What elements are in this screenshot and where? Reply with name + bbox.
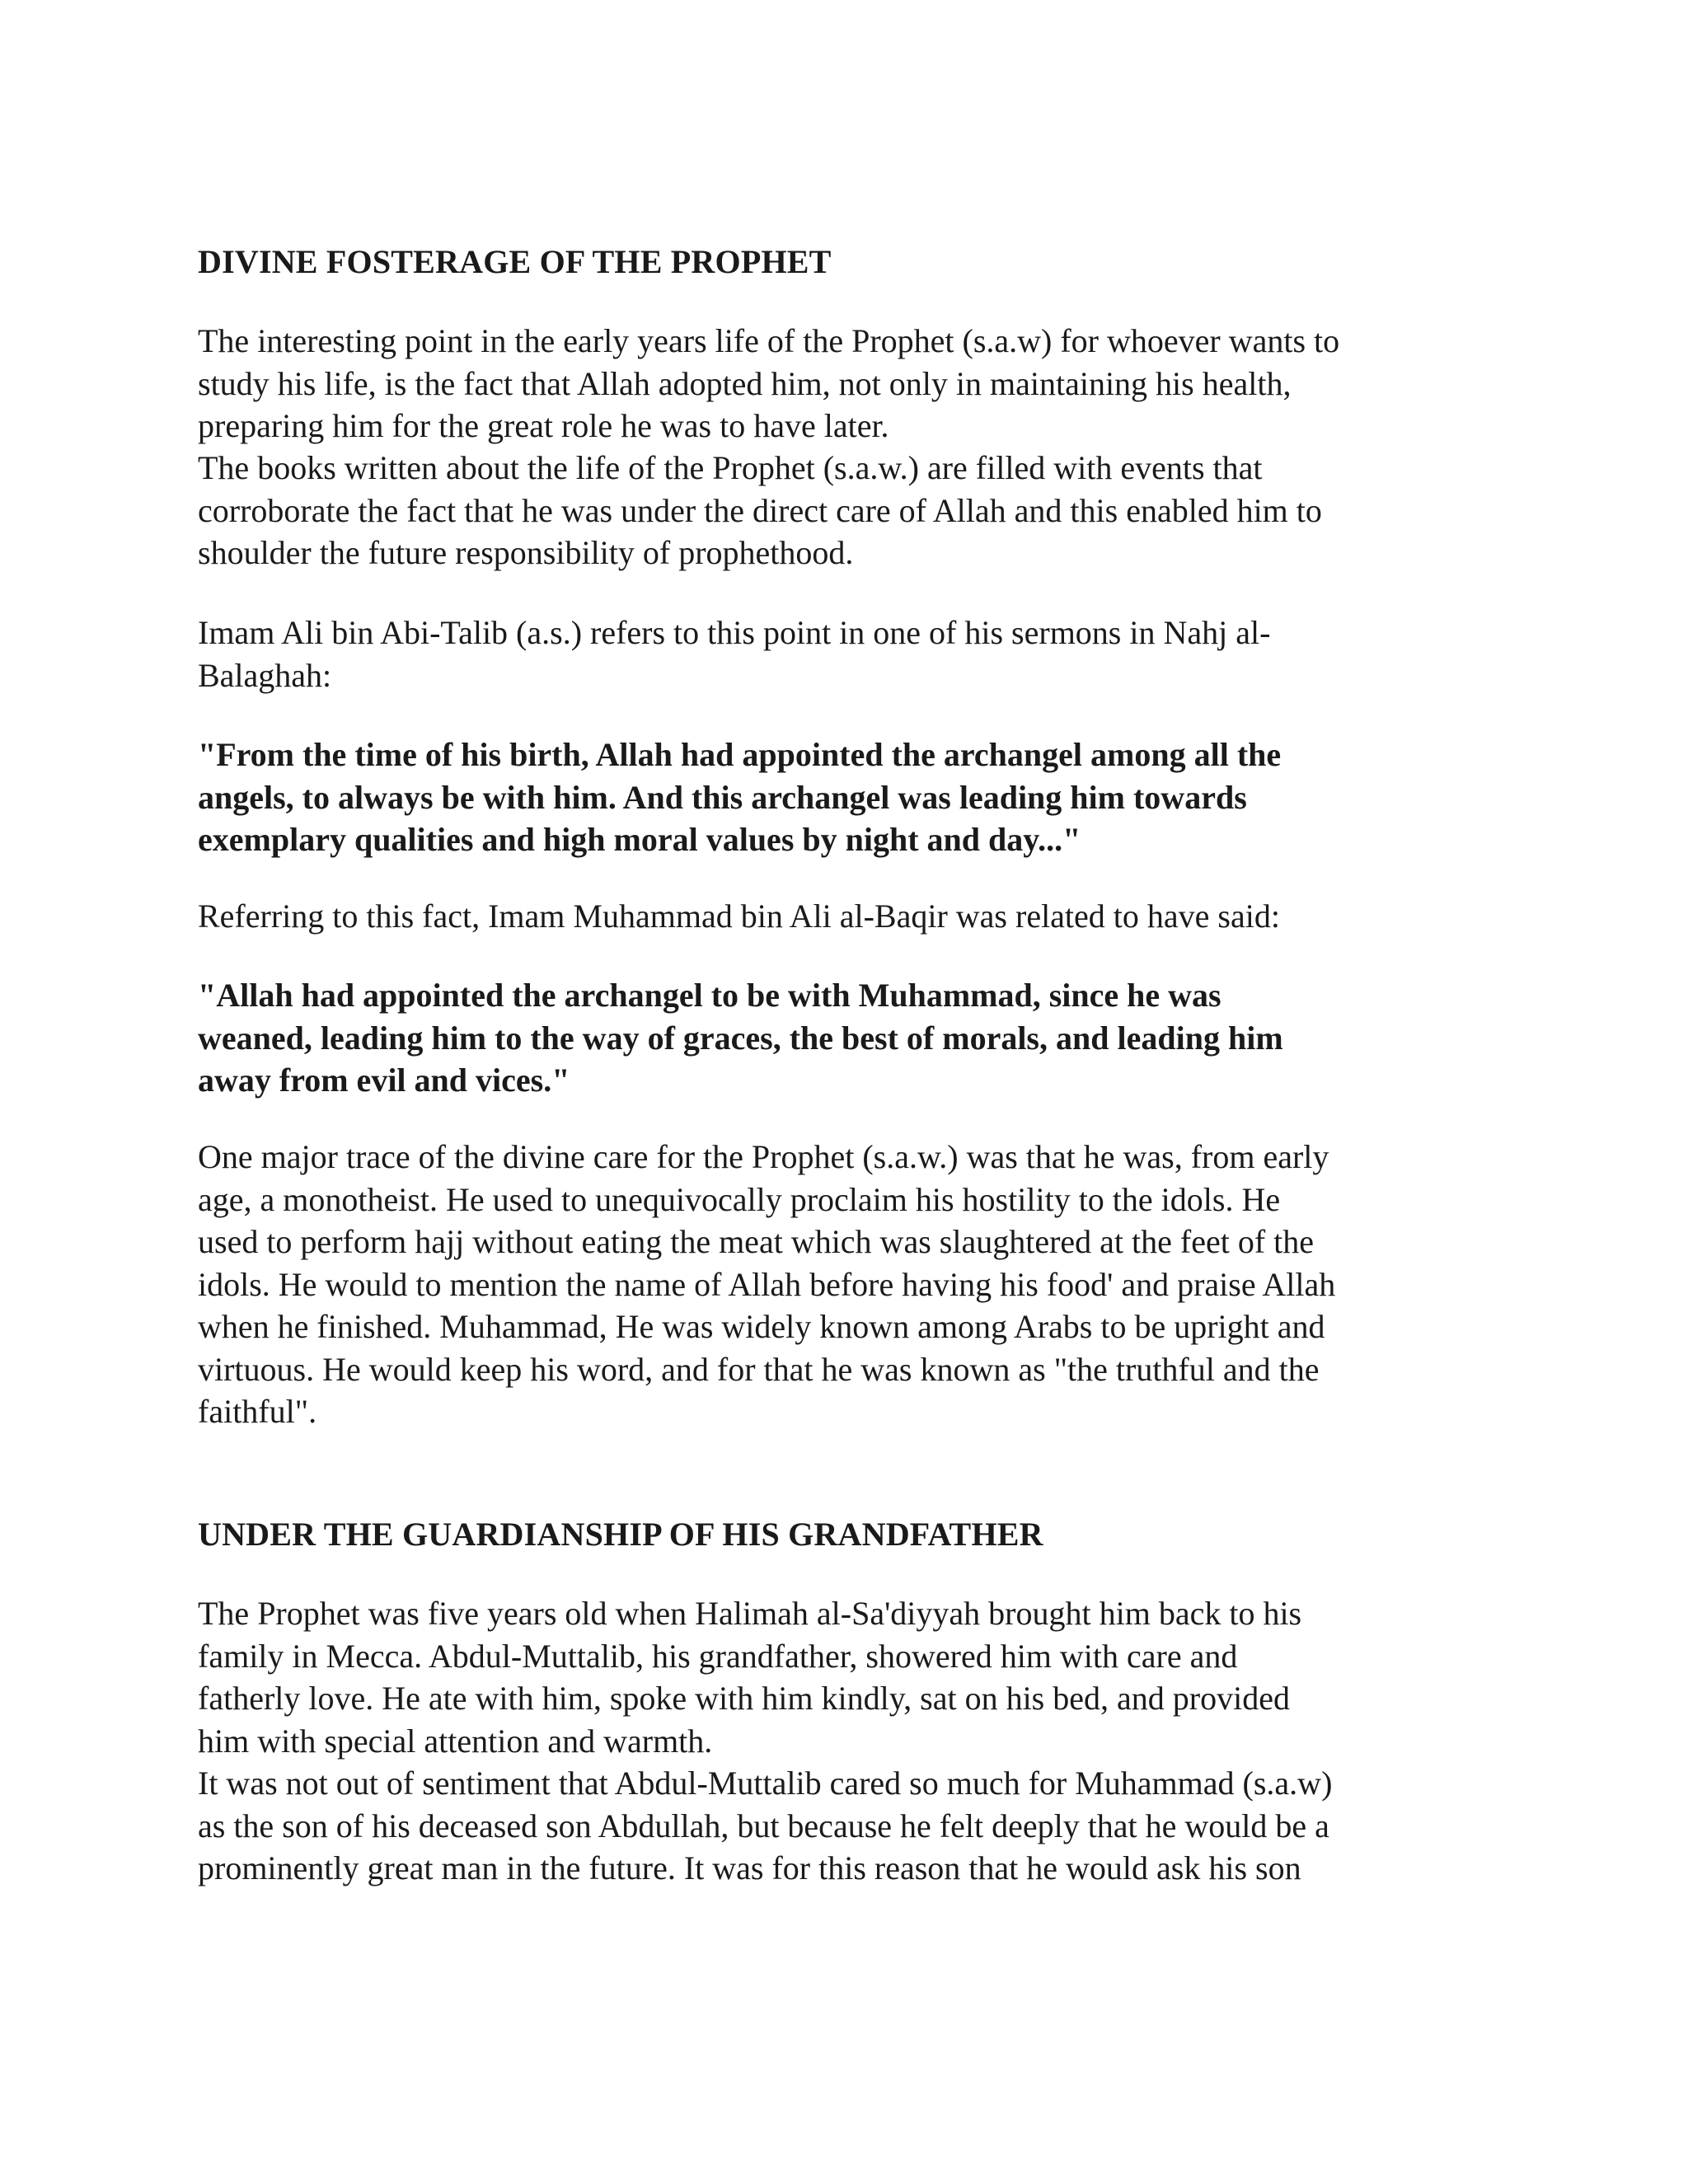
paragraph-five-years-old: The Prophet was five years old when Halimah al-Sa'diyyah brought him back to his family in Mecca. Abdul-Muttalib, his grandfather, showered him with care and fatherly love. He ate with him, spoke with him kindly, sat on his bed, and provided him with special attention and warmth. [198, 1595, 1302, 1760]
paragraph-divine-care: One major trace of the divine care for the Prophet (s.a.w.) was that he was, from early age, a monotheist. He used to unequivocally proclaim his hostility to the idols. He used to perform hajj without eating the meat which was slaughtered at the feet of the idols. He would to mention the name of Allah before having his food' and praise Allah when he finished. Muhammad, He was widely known among Arabs to be upright and virtuous. He would keep his word, and for that he was known as "the truthful and the faithful". [198, 1138, 1336, 1430]
paragraph-early-years: The interesting point in the early years life of the Prophet (s.a.w) for whoever wants to study his life, is the fact that Allah adopted him, not only in maintaining his health, preparing him for the great role he was to have later. [198, 322, 1340, 444]
paragraph-books-written: The books written about the life of the Prophet (s.a.w.) are filled with events that corroborate the fact that he was under the direct care of Allah and this enabled him to shoulder the future responsibility of prophethood. [198, 449, 1322, 571]
paragraph-al-baqir: Referring to this fact, Imam Muhammad bin Ali al-Baqir was related to have said: [198, 898, 1280, 935]
section-heading-divine-fosterage: DIVINE FOSTERAGE OF THE PROPHET [198, 243, 832, 280]
quote-archangel: "Allah had appointed the archangel to be with Muhammad, since he was weaned, leading him to the way of graces, the best of morals, and leading him away from evil and vices." [198, 977, 1283, 1099]
paragraph-not-out-of-sentiment: It was not out of sentiment that Abdul-Muttalib cared so much for Muhammad (s.a.w) as the son of his deceased son Abdullah, but because he felt deeply that he would be a prominently great man in the future. It was for this reason that he would ask his son [198, 1765, 1333, 1886]
section-heading-guardianship: UNDER THE GUARDIANSHIP OF HIS GRANDFATHER [198, 1516, 1043, 1553]
quote-from-birth: "From the time of his birth, Allah had appointed the archangel among all the angels, to always be with him. And this archangel was leading him towards exemplary qualities and high moral values by night and day..." [198, 736, 1282, 858]
paragraph-imam-ali: Imam Ali bin Abi-Talib (a.s.) refers to this point in one of his sermons in Nahj al- Balaghah: [198, 614, 1271, 694]
